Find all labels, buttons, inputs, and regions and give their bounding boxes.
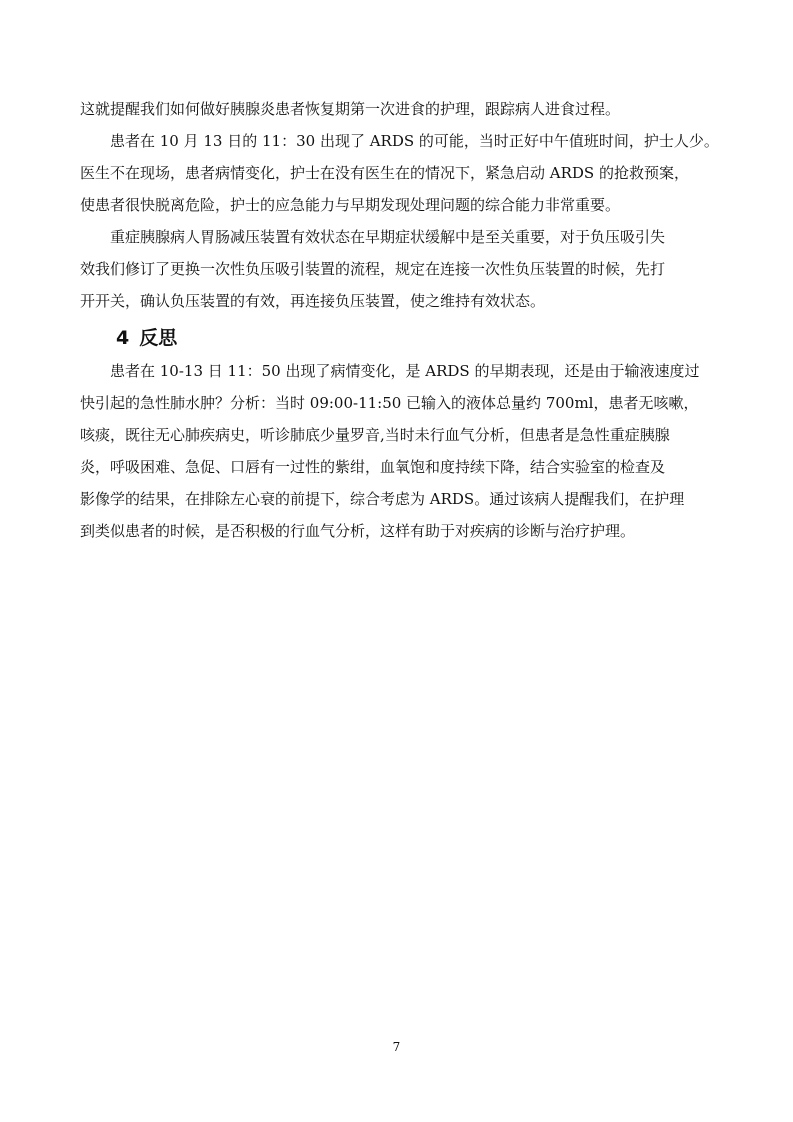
page-content [80, 93, 720, 547]
text-line: 咳痰，既往无心肺疾病史，听诊肺底少量罗音,当时未行血气分析，但患者是急性重症胰腺 [80, 426, 670, 444]
section-title: 反思 [139, 327, 178, 349]
paragraph-3 [80, 221, 720, 317]
text-line: 开开关，确认负压装置的有效，再连接负压装置，使之维持有效状态。 [80, 292, 546, 310]
text-line: 患者在 10 月 13 日的 11：30 出现了 ARDS 的可能，当时正好中午值班时间，护士人少。 [110, 132, 719, 150]
page-number: 7 [392, 1040, 401, 1054]
text-line: 重症胰腺病人胃肠减压装置有效状态在早期症状缓解中是至关重要，对于负压吸引失 [110, 228, 666, 246]
paragraph-2 [80, 125, 720, 221]
paragraph-4 [80, 355, 720, 547]
text-line: 医生不在现场，患者病情变化，护士在没有医生在的情况下，紧急启动 ARDS 的抢救预案， [80, 164, 689, 182]
text-line: 炎，呼吸困难、急促、口唇有一过性的紫绀，血氧饱和度持续下降，结合实验室的检查及 [80, 458, 666, 476]
paragraph-1 [80, 93, 720, 125]
text-line: 影像学的结果，在排除左心衰的前提下，综合考虑为 ARDS。通过该病人提醒我们，在护理 [80, 490, 685, 508]
section-number: 4 [116, 327, 130, 349]
section-heading [80, 321, 720, 355]
text-line: 到类似患者的时候，是否积极的行血气分析，这样有助于对疾病的诊断与治疗护理。 [80, 522, 636, 540]
text-line: 这就提醒我们如何做好胰腺炎患者恢复期第一次进食的护理，跟踪病人进食过程。 [80, 100, 621, 118]
text-line: 使患者很快脱离危险，护士的应急能力与早期发现处理问题的综合能力非常重要。 [80, 196, 621, 214]
text-line: 效我们修订了更换一次性负压吸引装置的流程，规定在连接一次性负压装置的时候，先打 [80, 260, 666, 278]
text-line: 患者在 10-13 日 11：50 出现了病情变化，是 ARDS 的早期表现，还是由于输液速度过 [110, 362, 700, 380]
text-line: 快引起的急性肺水肿？分析：当时 09:00-11:50 已输入的液体总量约 700ml，患者无咳嗽， [80, 394, 699, 412]
